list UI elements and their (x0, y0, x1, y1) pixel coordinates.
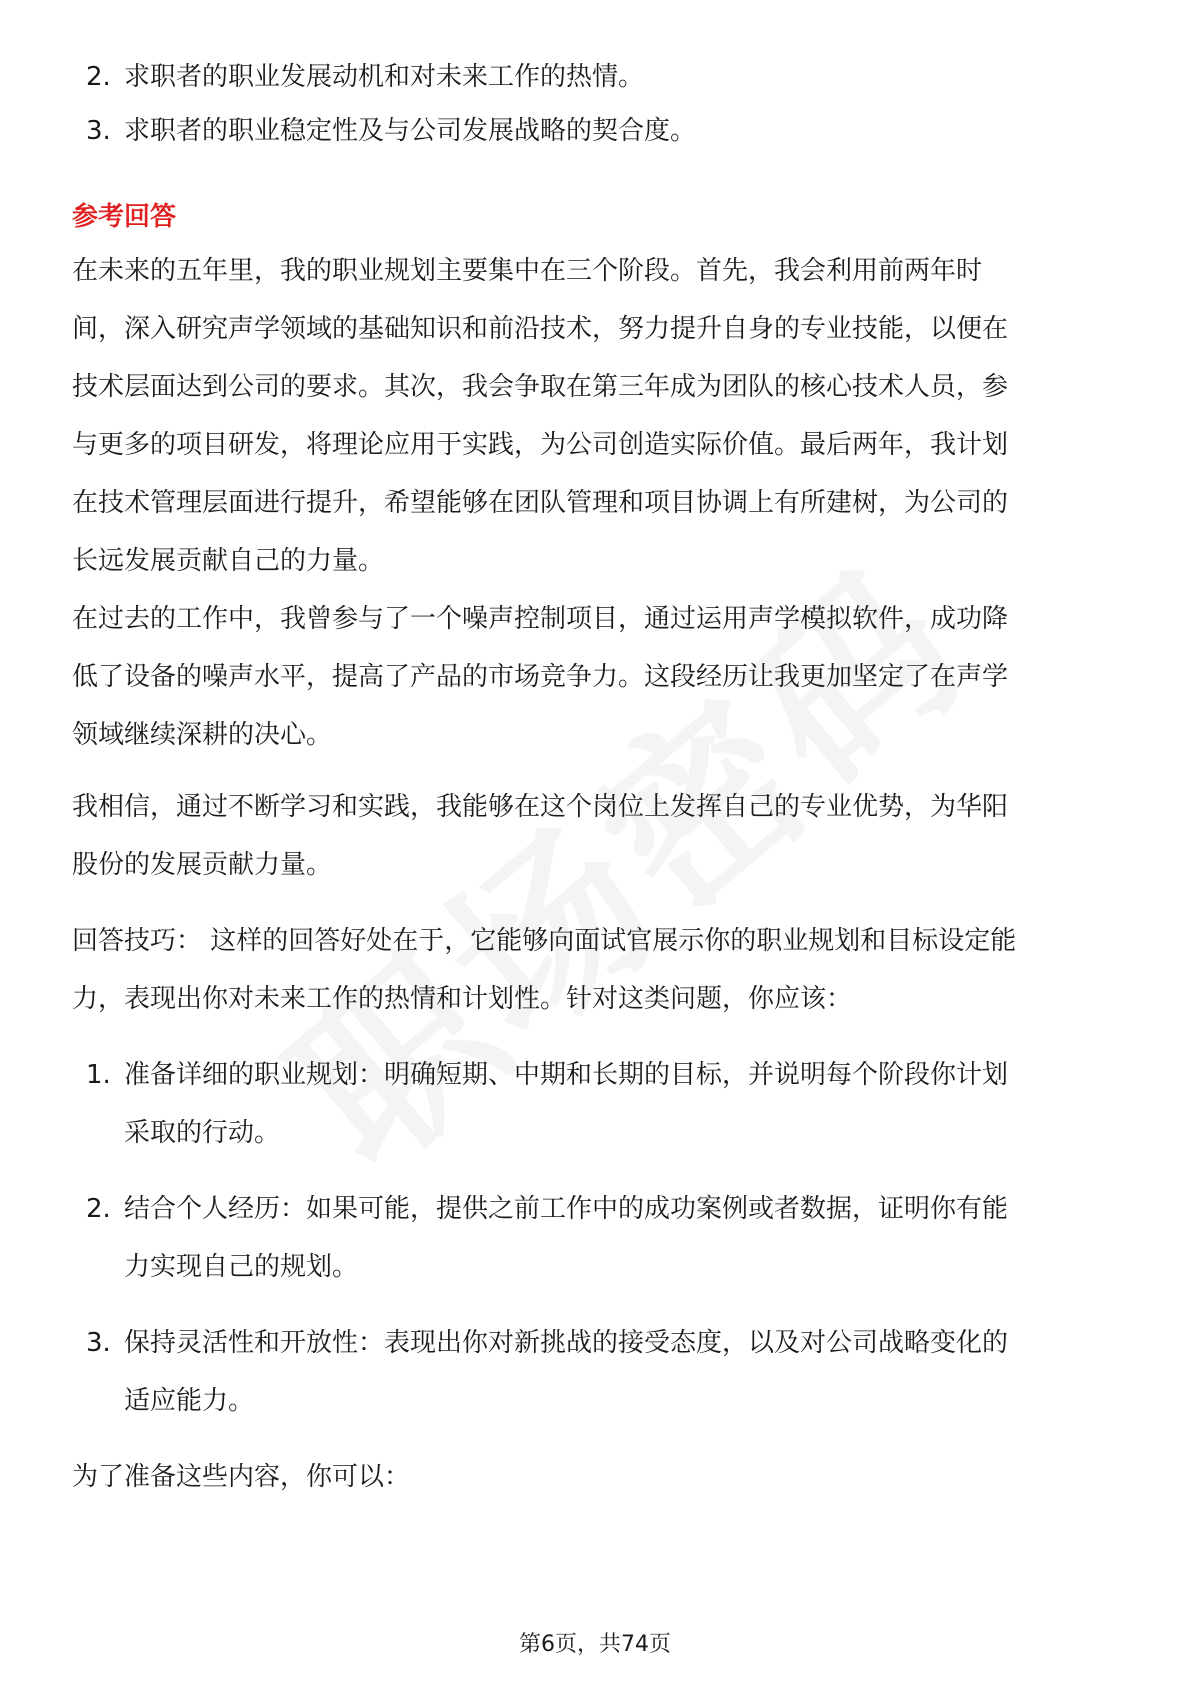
answer-paragraph-2 (72, 590, 1118, 764)
paragraph-line: 技术层面达到公司的要求。其次，我会争取在第三年成为团队的核心技术人员，参 (72, 372, 1009, 402)
list-text: 求职者的职业稳定性及与公司发展战略的契合度。 (124, 116, 697, 146)
page-number: 第6页，共74页 (519, 1632, 671, 1657)
list-number: 2. (86, 1194, 111, 1224)
paragraph-line: 回答技巧： 这样的回答好处在于，它能够向面试官展示你的职业规划和目标设定能 (72, 926, 1017, 956)
list-text (124, 1314, 1114, 1430)
list-text: 求职者的职业发展动机和对未来工作的热情。 (124, 62, 645, 92)
list-line: 结合个人经历：如果可能，提供之前工作中的成功案例或者数据，证明你有能 (124, 1194, 1009, 1224)
paragraph-line: 在技术管理层面进行提升，希望能够在团队管理和项目协调上有所建树，为公司的 (72, 488, 1009, 518)
list-line: 适应能力。 (124, 1386, 255, 1416)
list-number: 3. (86, 116, 111, 146)
list-line: 保持灵活性和开放性：表现出你对新挑战的接受态度，以及对公司战略变化的 (124, 1328, 1009, 1358)
list-number: 2. (86, 62, 111, 92)
paragraph-line: 我相信，通过不断学习和实践，我能够在这个岗位上发挥自己的专业优势，为华阳 (72, 792, 1009, 822)
paragraph-line: 低了设备的噪声水平，提高了产品的市场竞争力。这段经历让我更加坚定了在声学 (72, 662, 1009, 692)
paragraph-line: 力，表现出你对未来工作的热情和计划性。针对这类问题，你应该： (72, 984, 853, 1014)
list-text (124, 1046, 1114, 1162)
list-number: 1. (86, 1060, 111, 1090)
list-line: 力实现自己的规划。 (124, 1252, 359, 1282)
list-line: 采取的行动。 (124, 1118, 281, 1148)
paragraph-line: 在过去的工作中，我曾参与了一个噪声控制项目，通过运用声学模拟软件，成功降 (72, 604, 1009, 634)
tips-paragraph (72, 912, 1118, 1028)
answer-paragraph-3 (72, 778, 1118, 894)
list-number: 3. (86, 1328, 111, 1358)
paragraph-line: 间，深入研究声学领域的基础知识和前沿技术，努力提升自身的专业技能，以便在 (72, 314, 1009, 344)
answer-heading: 参考回答 (72, 202, 177, 232)
paragraph-line: 领域继续深耕的决心。 (72, 720, 333, 750)
list-line: 准备详细的职业规划：明确短期、中期和长期的目标，并说明每个阶段你计划 (124, 1060, 1009, 1090)
answer-paragraph-1 (72, 242, 1118, 590)
paragraph-line: 与更多的项目研发，将理论应用于实践，为公司创造实际价值。最后两年，我计划 (72, 430, 1009, 460)
list-text (124, 1180, 1114, 1296)
paragraph-line: 长远发展贡献自己的力量。 (72, 546, 385, 576)
paragraph-line: 在未来的五年里，我的职业规划主要集中在三个阶段。首先，我会利用前两年时 (72, 256, 983, 286)
paragraph-line: 股份的发展贡献力量。 (72, 850, 333, 880)
closing-line: 为了准备这些内容，你可以： (72, 1462, 411, 1492)
